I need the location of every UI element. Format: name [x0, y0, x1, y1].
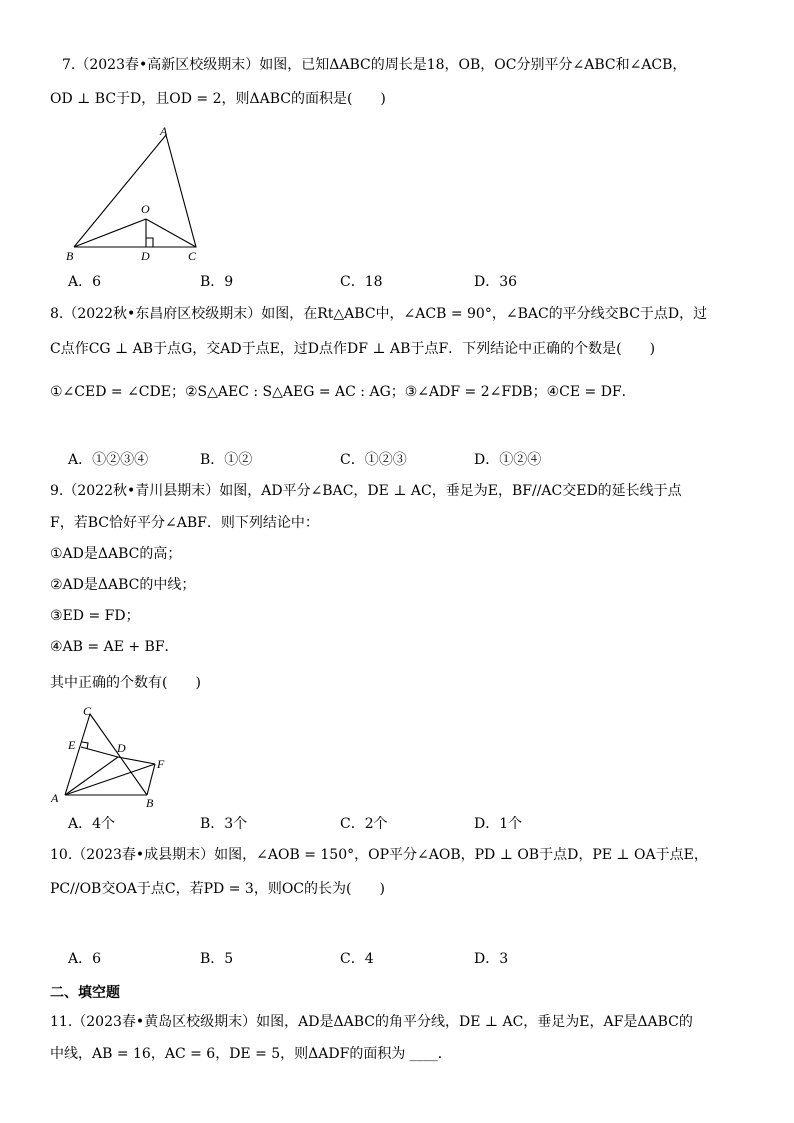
q7-label-c: C	[188, 249, 197, 263]
q9-item2: ②AD是ΔABC的中线；	[50, 577, 196, 593]
q10-options	[0, 950, 794, 968]
q10-option-a[interactable]: A．6	[68, 951, 102, 967]
q9-label-b: B	[146, 796, 154, 810]
q9-label-d: D	[117, 741, 126, 755]
q9-option-a[interactable]: A．4个	[68, 816, 116, 832]
q8-option-c[interactable]: C．①②③	[340, 452, 407, 468]
q8-option-b[interactable]: B．①②	[200, 452, 253, 468]
q7-label-b: B	[66, 249, 74, 263]
q10-option-c[interactable]: C．4	[340, 951, 374, 967]
q9-option-d[interactable]: D．1个	[474, 816, 523, 832]
q8-option-d[interactable]: D．①②④	[474, 452, 542, 468]
q8-line2: C点作CG ⊥ AB于点G，交AD于点E，过D点作DF ⊥ AB于点F．下列结论中正确的个数是( )	[50, 341, 656, 357]
q10-line1: 10.（2023春•成县期末）如图，∠AOB = 150°，OP平分∠AOB，PD ⊥ OB于点D，PE ⊥ OA于点E，	[50, 847, 708, 863]
section-heading-fill-in: 二、填空题	[50, 985, 120, 1001]
q8-line3: ①∠CED = ∠CDE；②S△AEC : S△AEG = AC : AG；③∠ADF = 2∠FDB；④CE = DF．	[50, 384, 636, 400]
q7-options	[0, 273, 794, 291]
q11-line2: 中线，AB = 16，AC = 6，DE = 5，则ΔADF的面积为 ____．	[50, 1046, 452, 1062]
q10-option-d[interactable]: D．3	[474, 951, 509, 967]
q7-option-b[interactable]: B．9	[200, 274, 234, 290]
q8-line1: 8.（2022秋•东昌府区校级期末）如图，在Rt△ABC中，∠ACB = 90°，∠BAC的平分线交BC于点D，过	[50, 306, 708, 322]
q9-label-a: A	[51, 791, 59, 805]
q9-ask: 其中正确的个数有( )	[50, 675, 201, 691]
q9-item3: ③ED = FD；	[50, 608, 140, 624]
q9-line1: 9.（2022秋•青川县期末）如图，AD平分∠BAC，DE ⊥ AC，垂足为E，BF//AC交ED的延长线于点	[50, 483, 682, 499]
q10-option-b[interactable]: B．5	[200, 951, 234, 967]
q7-label-o: O	[141, 202, 150, 216]
q8-option-a[interactable]: A．①②③④	[68, 452, 149, 468]
q9-option-c[interactable]: C．2个	[340, 816, 388, 832]
q9-item1: ①AD是ΔABC的高；	[50, 546, 182, 562]
q9-options	[0, 815, 794, 833]
q7-option-a[interactable]: A．6	[68, 274, 102, 290]
q9-option-b[interactable]: B．3个	[200, 816, 248, 832]
q9-label-f: F	[157, 757, 165, 771]
q7-option-d[interactable]: D．36	[474, 274, 518, 290]
q11-line1: 11.（2023春•黄岛区校级期末）如图，AD是ΔABC的角平分线，DE ⊥ AC，垂足为E，AF是ΔABC的	[50, 1014, 693, 1030]
q9-figure	[45, 702, 175, 810]
q8-options	[0, 451, 794, 469]
q10-line2: PC//OB交OA于点C，若PD = 3，则OC的长为( )	[50, 881, 385, 897]
q7-label-d: D	[141, 249, 150, 263]
q7-label-a: A	[160, 124, 168, 138]
q9-label-e: E	[68, 738, 76, 752]
q7-line2: OD ⊥ BC于D，且OD = 2，则ΔABC的面积是( )	[50, 91, 386, 107]
q9-label-c: C	[83, 704, 92, 718]
q7-triangle-figure	[60, 122, 220, 267]
q7-line1: 7.（2023春•高新区校级期末）如图，已知ΔABC的周长是18，OB，OC分别平分∠ABC和∠ACB，	[62, 57, 687, 73]
q9-item4: ④AB = AE + BF．	[50, 639, 179, 655]
q7-option-c[interactable]: C．18	[340, 274, 383, 290]
q9-line2: F，若BC恰好平分∠ABF．则下列结论中：	[50, 515, 319, 531]
